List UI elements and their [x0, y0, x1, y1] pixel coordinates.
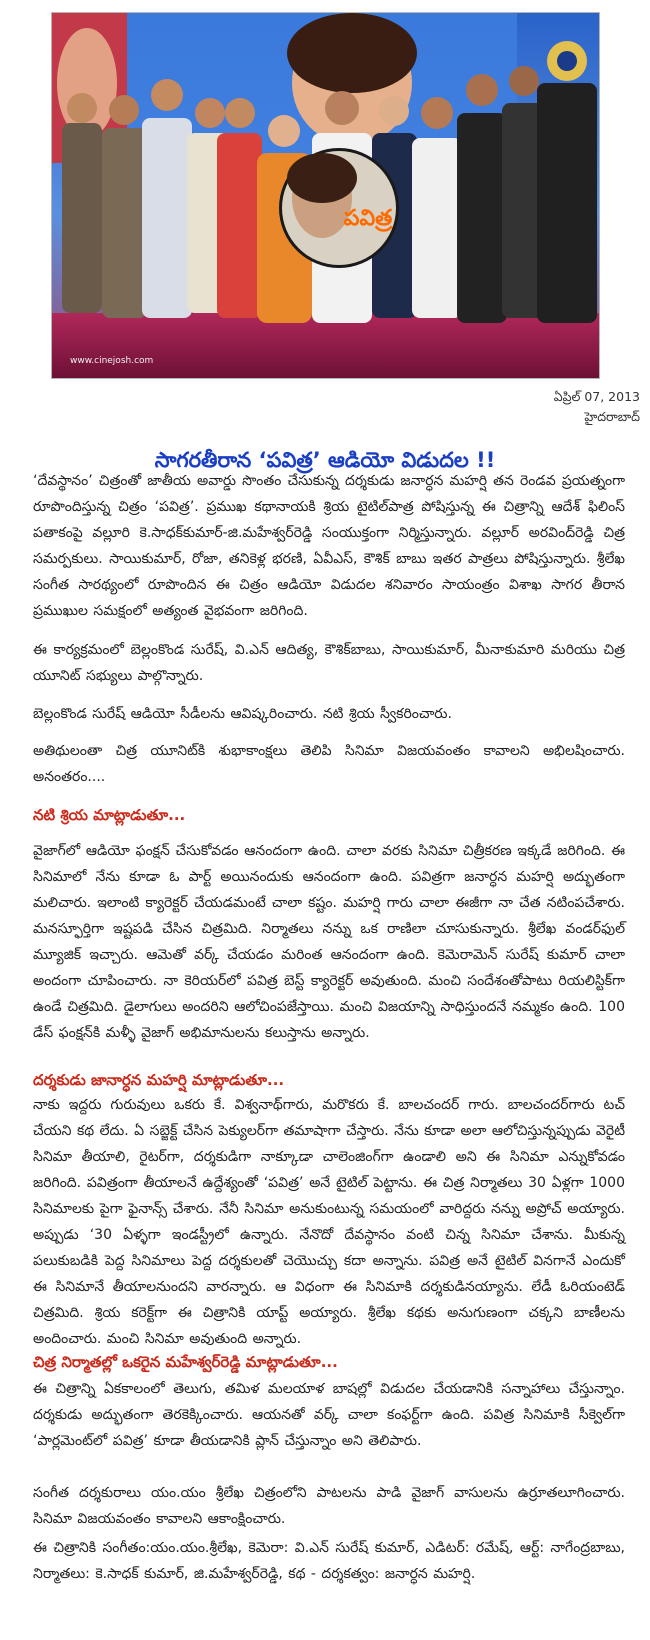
article-paragraph: అతిథులంతా చిత్ర యూనిట్‌కి శుభాకాంక్షలు తెలిపి సినిమా విజయవంతం కావాలని అభిలషించారు. అనంతరం.... [33, 743, 625, 785]
article-headline: సాగరతీరాన ‘పవిత్ర’ ఆడియో విడుదల !! [154, 448, 496, 472]
section-heading: దర్శకుడు జానార్ధన మహర్షి మాట్లాడుతూ... [33, 1071, 285, 1089]
article-date: ఏప్రిల్ 07, 2013 [553, 389, 640, 404]
article-paragraph: వైజాగ్‌లో ఆడియో ఫంక్షన్ చేసుకోవడం ఆనందంగా ఉంది. చాలా వరకు సినిమా చిత్రీకరణ ఇక్కడే జరిగింది. ఈ సినిమాలో నేను కూడా ఓ పార్ట్ అయినందుకు ఆనందంగా ఉంది. పవిత్రగా జనార్ధన మహర్షి అద్భుతంగా మలిచారు. ఇలాంటి క్యారెక్టర్ చేయడమంటే చాలా కష్టం. మహర్షి గారు చాలా ఈజీగా నా చేత నటింపచేశారు. మనస్ఫూర్తిగా ఇష్టపడి చేసిన చిత్రమిది. నిర్మాతలు నన్ను ఒక రాణిలా చూసుకున్నారు. శ్రీలేఖ వండర్‌ఫుల్ మ్యూజిక్ ఇచ్చారు. ఆమెతో వర్క్ చేయడం మరింత ఆనందంగా ఉంది. కెమెరామెన్ సురేష్ కుమార్ చాలా అందంగా చూపించారు. నా కెరియర్‌లో పవిత్ర బెస్ట్ క్యారెక్టర్ అవుతుంది. మంచి సందేశంతోపాటు రియలిస్టిక్‌గా ఉండే చిత్రమిది. డైలాగులు అందరిని ఆలోచింపజేస్తాయి. మంచి విజయాన్ని సాధిస్తుందనే నమ్మకం ఉంది. 100 డేస్ ఫంక్షన్‌కి మళ్ళీ వైజాగ్ అభిమానులను కలుస్తాను అన్నారు. [33, 843, 625, 1041]
section-heading: నటి శ్రియ మాట్లాడుతూ... [33, 806, 186, 824]
article-paragraph: నాకు ఇద్దరు గురువులు ఒకరు కే. విశ్వనాథ్‌గారు, మరొకరు కే. బాలచందర్ గారు. బాలచందర్‌గారు టచ్ చేయని కథ లేదు. ఏ సబ్జెక్ట్ చేసిన పెక్యులర్‌గా తమాషాగా చేస్తారు. నేను కూడా అలా ఆలోచిస్తున్నప్పుడు వెరైటీ సినిమా తీయాలి, రైటర్‌గా, దర్శకుడిగా నాక్కూడా చాలెంజింగ్‌గా ఉండాలి అని ఈ సినిమా ఎన్నుకోవడం జరిగింది. పవిత్రంగా తీయాలనే ఉద్దేశ్యంతో ‘పవిత్ర’ అనే టైటిల్ పెట్టాను. ఈ చిత్ర నిర్మాతలు 30 ఏళ్లగా 1000 సినిమాలకు పైగా ఫైనాన్స్ చేశారు. నేనీ సినిమా అనుకుంటున్న సమయంలో వారిద్దరు నన్ను అప్రోచ్ అయ్యారు. అప్పుడు ‘30 ఏళ్ళగా ఇండస్ట్రీలో ఉన్నారు. నేనొదో దేవస్థానం వంటి చిన్న సినిమా చేశాను. మీకున్న పలుకుబడికి పెద్ద సినిమాలు పెద్ద దర్శకులతో చెయొచ్చు కదా అన్నాను. పవిత్ర అనే టైటిల్ వినగానే ఎందుకో ఈ సినిమానే తీయాలనుందని వారన్నారు. ఆ విధంగా ఈ సినిమాకి దర్శకుడినయ్యాను. లేడీ ఓరియంటెడ్ చిత్రమిది. శ్రియ కరెక్ట్‌గా ఈ చిత్రానికి యాప్ట్ అయ్యారు. శ్రీలేఖ కథకు అనుగుణంగా చక్కని బాణీలను అందించారు. మంచి సినిమా అవుతుంది అన్నారు. [33, 1097, 625, 1347]
article-paragraph: ఈ చిత్రానికి సంగీతం:యం.యం.శ్రీలేఖ, కెమెరా: వి.ఎన్ సురేష్ కుమార్, ఎడిటర్: రమేష్, ఆర్ట్: నాగేంద్రబాబు, నిర్మాతలు: కె.సాధక్ కుమార్, జి.మహేశ్వర్‌రెడ్డి, కథ - దర్శకత్వం: జనార్ధన మహర్షి. [33, 1540, 625, 1582]
photo-watermark: www.cinejosh.com [70, 356, 154, 366]
article-paragraph: సంగీత దర్శకురాలు యం.యం శ్రీలేఖ చిత్రంలోని పాటలను పాడి వైజాగ్ వాసులను ఉర్రూతలూగించారు. సినిమా విజయవంతం కావాలని ఆకాంక్షించారు. [33, 1485, 625, 1527]
event-photo [51, 12, 600, 379]
article-paragraph: ‘దేవస్థానం’ చిత్రంతో జాతీయ అవార్డు సొంతం చేసుకున్న దర్శకుడు జనార్ధన మహర్షి తన రెండవ ప్రయత్నంగా రూపొందిస్తున్న చిత్రం ‘పవిత్ర’. ప్రముఖ కథానాయకి శ్రియ టైటిల్‌పాత్ర పోషిస్తున్న ఈ చిత్రాన్ని ఆదేశ్ ఫిలింస్ పతాకంపై వల్లూరి కె.సాధక్‌కుమార్-జి.మహేశ్వర్‌రెడ్డి సంయుక్తంగా నిర్మిస్తున్నారు. వల్లూర్ అరవింద్‌రెడ్డి చిత్ర సమర్పకులు. సాయికుమార్, రోజా, తనికెళ్ల భరణి, ఏవీఎస్, కౌశిక్ బాబు ఇతర పాత్రలు పోషిస్తున్నారు. శ్రీలేఖ సంగీత సారథ్యంలో రూపొందిన ఈ చిత్రం ఆడియో విడుదల శనివారం సాయంత్రం విశాఖ సాగర తీరాన ప్రముఖుల సమక్షంలో అత్యంత వైభవంగా జరిగింది. [33, 473, 625, 619]
article-location: హైదరాబాద్ [584, 409, 640, 424]
disc-label: పవిత్ర [343, 206, 393, 231]
article-paragraph: ఈ కార్యక్రమంలో బెల్లంకొండ సురేష్, వి.ఎన్ ఆదిత్య, కౌశిక్‌బాబు, సాయికుమార్, మీనాకుమారి మరియు చిత్ర యూనిట్ సభ్యులు పాల్గొన్నారు. [33, 642, 625, 684]
article-paragraph: బెల్లంకొండ సురేష్ ఆడియో సీడీలను ఆవిష్కరించారు. నటి శ్రియ స్వీకరించారు. [33, 706, 452, 722]
article-paragraph: ఈ చిత్రాన్ని ఏకకాలంలో తెలుగు, తమిళ మలయాళ బాషల్లో విడుదల చేయడానికి సన్నాహాలు చేస్తున్నాం. దర్శకుడు అద్భుతంగా తెరకెక్కించారు. ఆయనతో వర్క్ చాలా కంఫర్ట్‌గా ఉంది. పవిత్ర సినిమాకి సీక్వెల్‌గా ‘పార్లమెంట్‌లో పవిత్ర’ కూడా తీయడానికి ప్లాన్ చేస్తున్నాం అని తెలిపారు. [33, 1381, 625, 1449]
section-heading: చిత్ర నిర్మాతల్లో ఒకరైన మహేశ్వర్‌రెడ్డి మాట్లాడుతూ... [33, 1353, 338, 1371]
